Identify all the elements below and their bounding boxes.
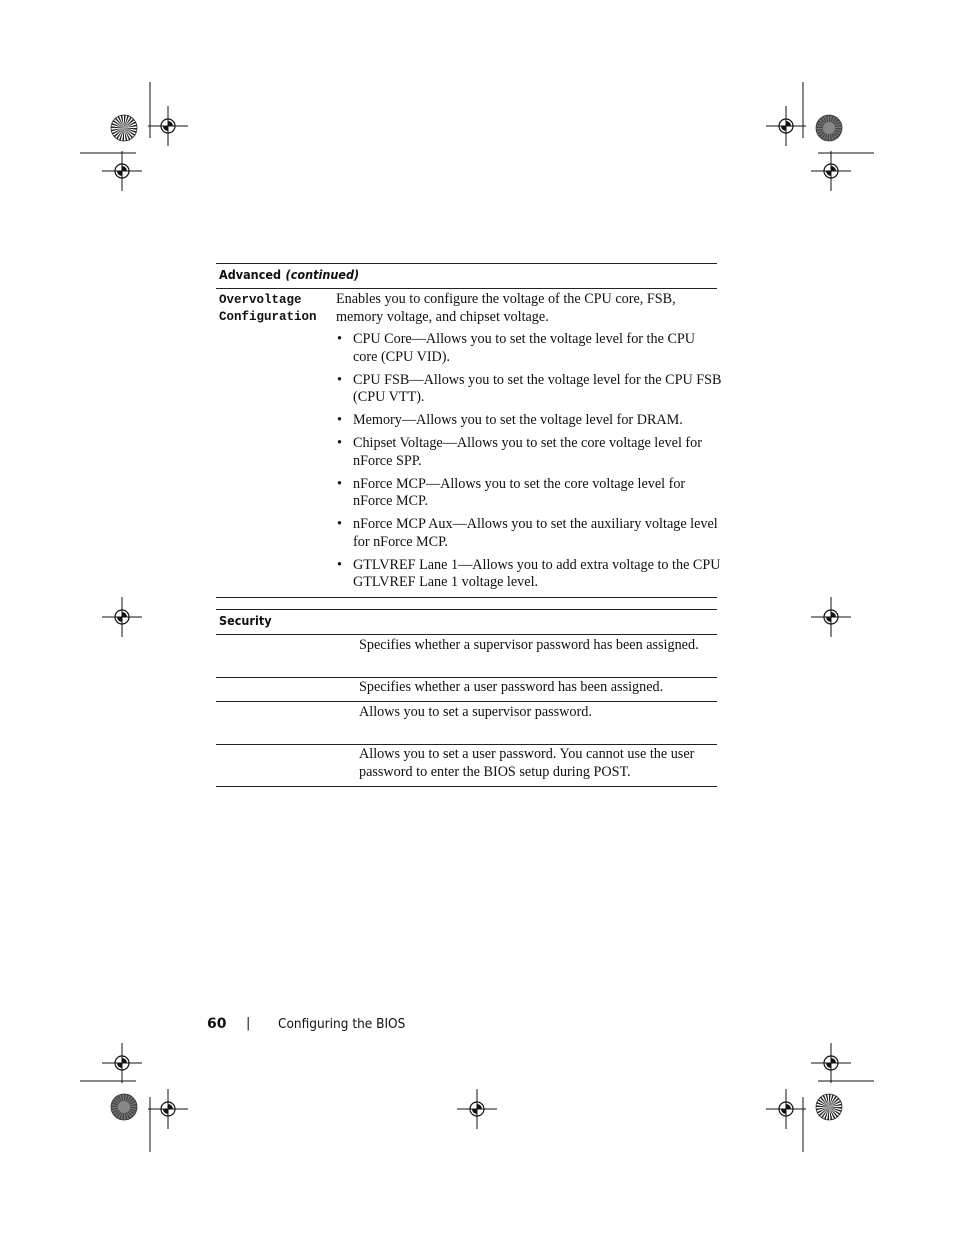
row-rule	[216, 677, 717, 678]
table-bottom-rule	[216, 786, 717, 787]
crosshair-circle-icon	[148, 1089, 188, 1129]
table-bottom-rule	[216, 597, 717, 598]
list-item: • CPU FSB—Allows you to set the voltage level for the CPU FSB (CPU VTT).	[337, 371, 722, 405]
chapter-title: Configuring the BIOS	[278, 1016, 406, 1032]
list-item: • Memory—Allows you to set the voltage level for DRAM.	[337, 412, 683, 428]
list-item: • GTLVREF Lane 1—Allows you to add extra voltage to the CPU GTLVREF Lane 1 voltage level.	[337, 556, 721, 590]
table-top-rule	[216, 263, 717, 264]
page-number: 60	[207, 1016, 227, 1032]
header-rule	[216, 288, 717, 289]
row-rule	[216, 744, 717, 745]
section-heading-advanced: Advanced (continued)	[219, 267, 360, 282]
option-description: Enables you to configure the voltage of the CPU core, FSB, memory voltage, and chipset voltage.	[336, 291, 676, 325]
option-name-overvoltage-configuration: Overvoltage Configuration	[219, 293, 317, 324]
crosshair-circle-icon	[766, 106, 806, 146]
starburst-wheel-icon	[815, 114, 843, 142]
starburst-wheel-icon	[110, 1093, 138, 1121]
security-row-description: Specifies whether a user password has been assigned.	[359, 679, 664, 695]
list-item: • CPU Core—Allows you to set the voltage level for the CPU core (CPU VID).	[337, 331, 696, 365]
starburst-wheel-icon	[110, 114, 138, 142]
table-top-rule	[216, 609, 717, 610]
crosshair-circle-icon	[811, 1043, 851, 1083]
list-item: • Chipset Voltage—Allows you to set the core voltage level for nForce SPP.	[337, 435, 702, 469]
crosshair-circle-icon	[102, 151, 142, 191]
crosshair-circle-icon	[811, 597, 851, 637]
crosshair-circle-icon	[457, 1089, 497, 1129]
crosshair-circle-icon	[148, 106, 188, 146]
footer-separator: |	[246, 1016, 251, 1031]
list-item: • nForce MCP—Allows you to set the core voltage level for nForce MCP.	[337, 475, 686, 509]
row-rule	[216, 701, 717, 702]
header-rule	[216, 634, 717, 635]
option-bullet-list	[337, 331, 722, 597]
crosshair-circle-icon	[102, 597, 142, 637]
section-heading-security: Security	[219, 613, 272, 628]
crosshair-circle-icon	[102, 1043, 142, 1083]
crosshair-circle-icon	[811, 151, 851, 191]
security-row-description: Specifies whether a supervisor password has been assigned.	[359, 637, 699, 653]
starburst-wheel-icon	[815, 1093, 843, 1121]
security-row-description: Allows you to set a supervisor password.	[359, 704, 592, 720]
crosshair-circle-icon	[766, 1089, 806, 1129]
security-row-description: Allows you to set a user password. You cannot use the user password to enter the BIOS setup during POST.	[359, 746, 695, 780]
list-item: • nForce MCP Aux—Allows you to set the auxiliary voltage level for nForce MCP.	[337, 516, 718, 550]
